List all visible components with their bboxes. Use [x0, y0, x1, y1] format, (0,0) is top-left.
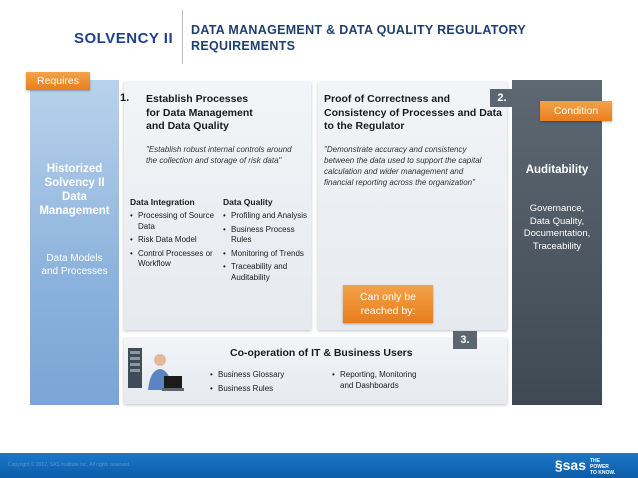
data-quality-heading: Data Quality [223, 197, 273, 207]
data-models-line: Data Models [46, 253, 103, 264]
panel-title-line: Proof of Correctness and [324, 93, 451, 105]
proof-of-correctness-title [324, 93, 504, 134]
condition-callout: Condition [540, 101, 612, 121]
copyright-text: Copyright © 2012, SAS Institute Inc. All rights reserved. [8, 462, 131, 468]
auditability-line: Data Quality, [529, 215, 585, 227]
auditability-details [512, 203, 602, 253]
reach-callout-line: reached by: [360, 305, 416, 317]
list-item: • Monitoring of Trends [223, 249, 309, 260]
historized-title-line: Management [39, 205, 110, 217]
list-item: • Reporting, Monitoring and Dashboards [332, 370, 432, 391]
auditability-column [512, 80, 602, 405]
step-number-3: 3. [453, 331, 477, 349]
data-quality-list [223, 211, 309, 286]
proof-of-correctness-quote [324, 144, 506, 188]
panel-title-line: for Data Management [146, 106, 253, 119]
establish-processes-title [146, 93, 306, 134]
brand-title: SOLVENCY II [74, 30, 174, 47]
tagline-line: POWER [590, 464, 609, 470]
sas-tagline [590, 458, 624, 476]
quote-line: the collection and storage of risk data" [146, 156, 282, 165]
historized-data-title [30, 162, 119, 218]
reach-callout-line: Can only be [359, 291, 417, 303]
sas-logo: §sas [554, 457, 586, 473]
list-item: • Risk Data Model [130, 235, 220, 246]
list-item: • Business Process Rules [223, 225, 309, 246]
data-models-line: and Processes [41, 265, 108, 277]
requires-callout: Requires [26, 72, 90, 90]
quote-line: calculation and wider management and [324, 167, 464, 176]
page-title-line-2: REQUIREMENTS [191, 39, 296, 53]
step-number-1: 1. [120, 92, 130, 104]
tagline-line: THE [590, 458, 600, 464]
quote-line: "Demonstrate accuracy and consistency [324, 145, 467, 154]
historized-title-line: Historized [46, 163, 103, 175]
establish-processes-panel [120, 82, 311, 330]
historized-data-column [30, 80, 119, 405]
data-integration-list [130, 211, 220, 273]
list-item: • Business Glossary [210, 370, 310, 381]
tagline-line: TO KNOW. [590, 470, 616, 476]
reach-callout [343, 285, 433, 323]
business-user-icon [128, 348, 186, 396]
quote-line: "Establish robust internal controls around [146, 145, 292, 154]
panel-title-line: to the Regulator [324, 120, 405, 132]
quote-line: financial reporting across the organization" [324, 178, 475, 187]
list-item: • Processing of Source Data [130, 211, 220, 232]
auditability-line: Governance, [529, 203, 585, 214]
cooperation-list-right [332, 370, 432, 394]
historized-title-line: Solvency II [44, 177, 105, 189]
panel-title-line: and Data Quality [146, 120, 229, 132]
auditability-title: Auditability [525, 164, 589, 176]
page-title-line-1: DATA MANAGEMENT & DATA QUALITY REGULATORY [191, 23, 526, 37]
cooperation-panel [124, 338, 507, 404]
data-integration-heading: Data Integration [130, 197, 195, 207]
data-models-label [30, 253, 119, 278]
cooperation-title: Co-operation of IT & Business Users [230, 347, 413, 359]
list-item: • Business Rules [210, 384, 310, 395]
historized-title-line: Data [62, 191, 87, 203]
list-item: • Profiling and Analysis [223, 211, 309, 222]
header-divider [182, 10, 183, 64]
cooperation-list-left [210, 370, 310, 397]
list-item: • Traceability and Auditability [223, 262, 309, 283]
quote-line: between the data used to support the capital [324, 156, 482, 165]
panel-title-line: Establish Processes [146, 93, 249, 105]
footer-bar [0, 453, 638, 478]
auditability-line: Documentation, [523, 228, 591, 239]
panel-title-line: Consistency of Processes and Data [324, 106, 502, 119]
auditability-line: Traceability [532, 240, 582, 252]
establish-processes-quote [146, 144, 310, 166]
step-number-2: 2. [490, 89, 514, 107]
page-title [191, 22, 611, 54]
list-item: • Control Processes or Workflow [130, 249, 220, 270]
